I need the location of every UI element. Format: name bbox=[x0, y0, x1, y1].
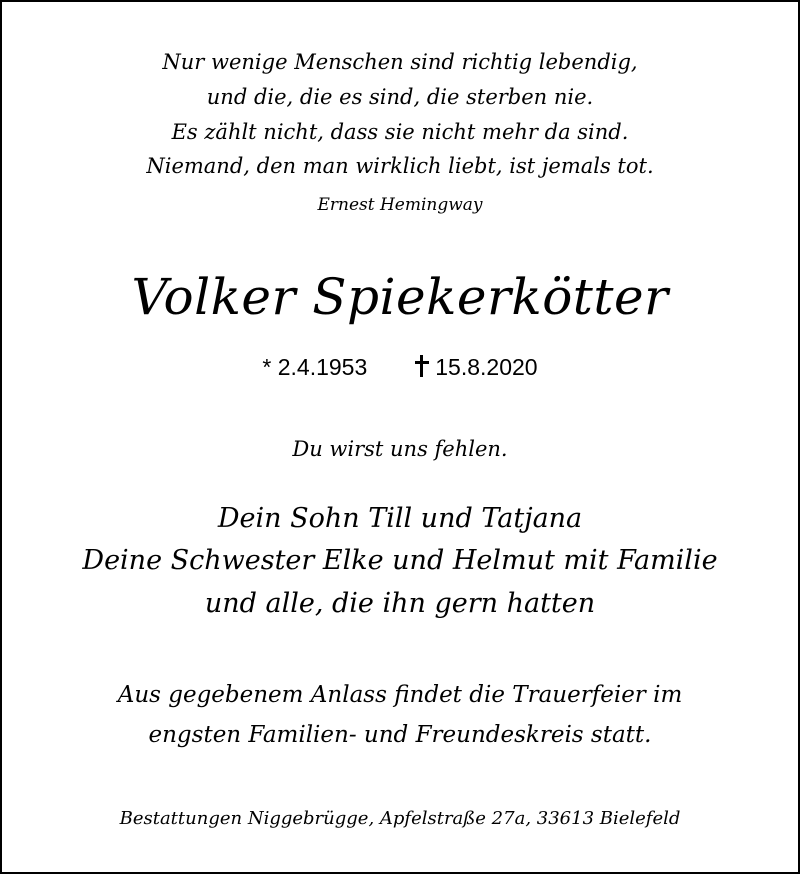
quote-author: Ernest Hemingway bbox=[317, 195, 483, 215]
life-dates bbox=[2, 355, 798, 379]
funeral-home: Bestattungen Niggebrügge, Apfelstraße 27a, 33613 Bielefeld bbox=[119, 808, 681, 829]
death-date: 15.8.2020 bbox=[435, 354, 538, 380]
ceremony-line-2: engsten Familien- und Freundeskreis statt. bbox=[148, 722, 652, 748]
mourner-line-1: Dein Sohn Till und Tatjana bbox=[217, 503, 583, 534]
quote-line-1: Nur wenige Menschen sind richtig lebendig, bbox=[162, 50, 638, 74]
latin-cross-icon bbox=[415, 355, 429, 377]
ceremony-line-1: Aus gegebenem Anlass findet die Trauerfeier im bbox=[117, 682, 683, 708]
farewell-message: Du wirst uns fehlen. bbox=[292, 437, 508, 461]
quote-line-2: und die, die es sind, die sterben nie. bbox=[206, 85, 594, 109]
birth-date: * 2.4.1953 bbox=[262, 354, 368, 380]
quote-line-3: Es zählt nicht, dass sie nicht mehr da sind. bbox=[171, 120, 629, 144]
deceased-name: Volker Spiekerkötter bbox=[131, 268, 669, 326]
mourner-line-2: Deine Schwester Elke und Helmut mit Familie bbox=[82, 545, 718, 576]
mourner-line-3: und alle, die ihn gern hatten bbox=[204, 588, 596, 619]
quote-line-4: Niemand, den man wirklich liebt, ist jemals tot. bbox=[146, 154, 654, 178]
